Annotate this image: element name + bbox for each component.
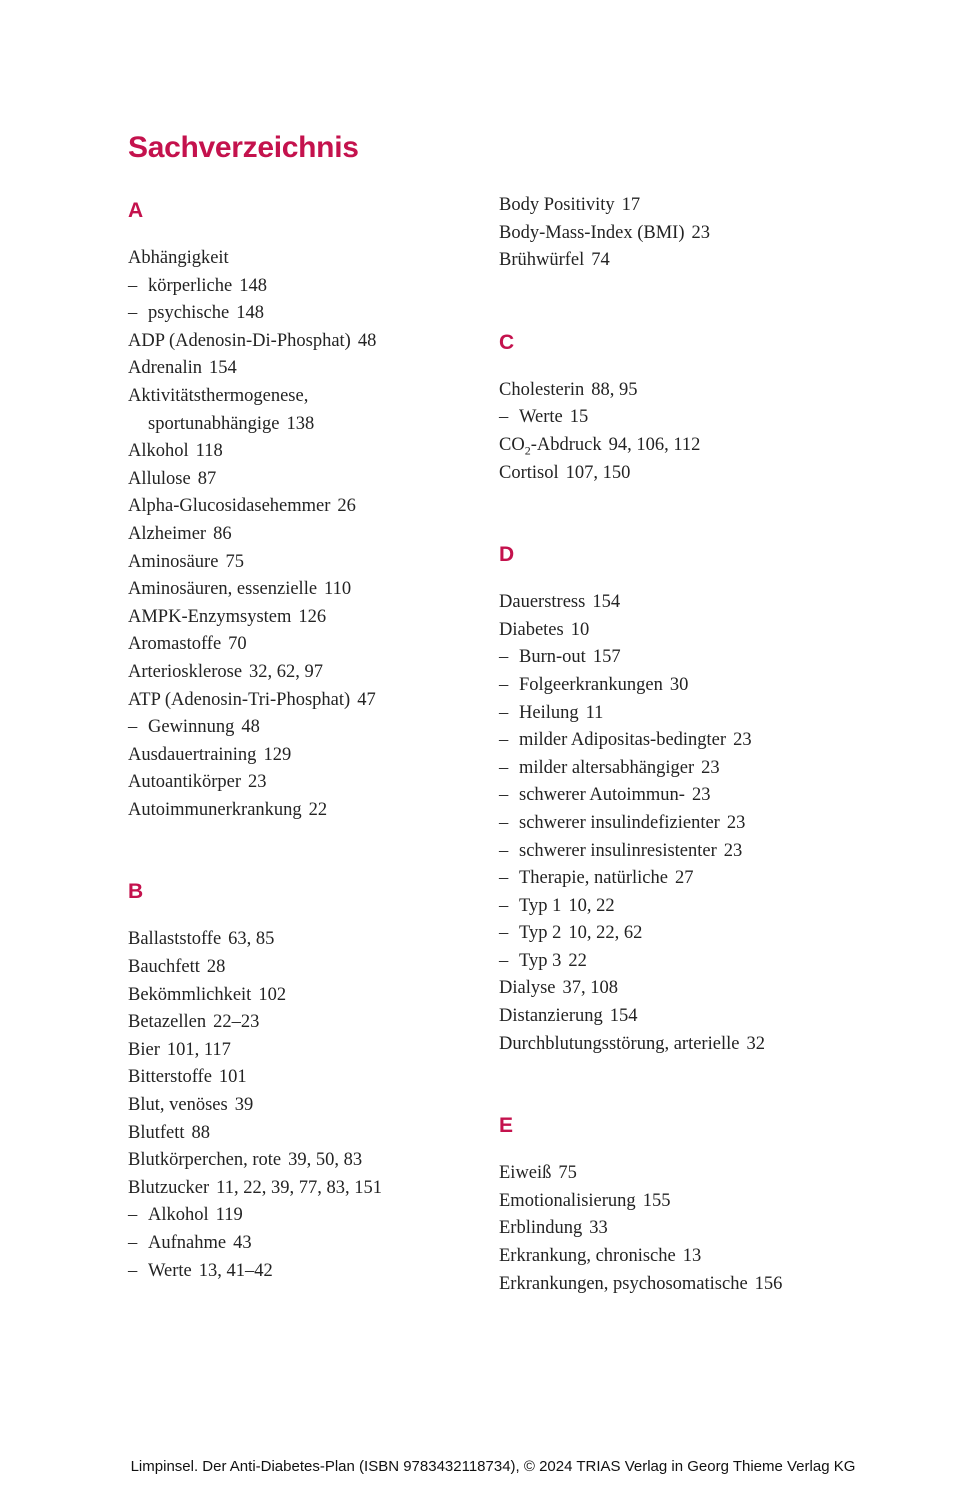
index-entry <box>128 1147 484 1175</box>
entry-term: Adrenalin <box>128 358 202 379</box>
entry-pages: 110 <box>324 579 352 600</box>
index-entry <box>499 644 931 672</box>
index-entry <box>128 604 484 632</box>
index-entry <box>128 1258 484 1286</box>
entry-pages: 156 <box>754 1273 783 1294</box>
index-entry <box>128 769 484 797</box>
index-entry <box>499 782 931 810</box>
entry-term: Alpha-Glucosidasehemmer <box>128 496 331 517</box>
entry-term: Body-Mass-Index (BMI) <box>499 222 685 243</box>
entry-term: milder Adipositas-bedingter <box>519 730 727 751</box>
entry-pages: 48 <box>357 330 377 351</box>
index-section-D <box>499 541 931 1058</box>
index-entry <box>499 1271 931 1299</box>
index-entry <box>128 300 484 328</box>
entry-pages: 10, 22, 62 <box>568 923 643 944</box>
dash-marker: – <box>128 303 138 324</box>
entry-term: $CO_2$-Abdruck <box>499 434 602 458</box>
entry-pages: 138 <box>286 413 315 434</box>
entry-pages: 32, 62, 97 <box>249 661 324 682</box>
entry-term: Blutzucker <box>128 1177 210 1198</box>
entry-term-continuation: sportunabhängige <box>148 413 280 434</box>
entry-term: AMPK-Enzymsystem <box>128 606 292 627</box>
entry-pages: 30 <box>669 674 689 695</box>
entry-pages: 11, 22, 39, 77, 83, 151 <box>216 1177 382 1198</box>
entry-pages: 148 <box>239 275 267 296</box>
entry-term: Cholesterin <box>499 379 585 400</box>
entry-term: Erkrankungen, psychosomatische <box>499 1273 748 1294</box>
index-entry <box>499 377 931 405</box>
index-entry <box>499 920 931 948</box>
dash-marker: – <box>499 757 509 778</box>
entry-term: Alzheimer <box>128 523 207 544</box>
entry-term: Blut, venöses <box>128 1095 228 1116</box>
entry-pages: 148 <box>236 303 264 324</box>
entry-term: Alkohol <box>148 1205 209 1226</box>
index-entry <box>128 1202 484 1230</box>
index-entry <box>128 631 484 659</box>
dash-marker: – <box>499 674 509 695</box>
entry-pages: 39 <box>234 1095 254 1116</box>
dash-marker: – <box>499 785 509 806</box>
entry-pages: 23 <box>701 757 720 778</box>
index-entry <box>128 466 484 494</box>
entry-term: Aufnahme <box>148 1233 227 1253</box>
entry-term: Werte <box>148 1260 192 1281</box>
entry-term: Aminosäure <box>128 551 219 572</box>
entry-term: Alkohol <box>128 441 189 462</box>
entry-pages: 11 <box>585 702 604 723</box>
index-entry <box>128 1120 484 1148</box>
index-entry <box>499 1215 931 1243</box>
entry-term: Typ 1 <box>519 895 562 916</box>
entry-term: Arteriosklerose <box>128 661 243 682</box>
index-entry <box>499 589 931 617</box>
index-entry <box>128 1009 484 1037</box>
entry-pages: 23 <box>733 730 752 751</box>
entry-term: Aktivitätsthermogenese, <box>128 385 309 406</box>
entry-term: Erblindung <box>499 1218 583 1239</box>
footer-imprint: Limpinsel. Der Anti-Diabetes-Plan (ISBN 9783432118734), © 2024 TRIAS Verlag in Georg Thieme Verlag KG <box>130 1458 856 1475</box>
entry-term: ATP (Adenosin-Tri-Phosphat) <box>128 689 351 710</box>
entry-pages: 32 <box>746 1033 765 1054</box>
index-entry <box>499 404 931 432</box>
entry-pages: 75 <box>558 1163 577 1184</box>
entry-pages: 27 <box>674 868 694 889</box>
index-entry <box>499 975 931 1003</box>
index-entry <box>499 617 931 645</box>
entry-term: Dauerstress <box>499 592 586 613</box>
index-entry <box>499 838 931 866</box>
index-entry <box>128 1230 484 1258</box>
dash-marker: – <box>499 895 509 916</box>
dash-marker: – <box>499 730 509 751</box>
index-entry <box>128 1175 484 1203</box>
index-entry <box>499 948 931 976</box>
index-entry <box>499 1188 931 1216</box>
entry-pages: 47 <box>357 689 376 710</box>
entry-pages: 23 <box>723 840 743 861</box>
entry-pages: 129 <box>263 744 292 765</box>
entry-pages: 23 <box>691 222 710 243</box>
dash-marker: – <box>499 840 509 861</box>
entry-term: Typ 3 <box>519 950 562 971</box>
dash-marker: – <box>499 868 509 889</box>
entry-term: Bauchfett <box>128 957 200 978</box>
entry-pages: 94, 106, 112 <box>608 434 701 455</box>
entry-pages: 102 <box>258 984 287 1005</box>
dash-marker: – <box>499 923 509 944</box>
index-entry <box>128 954 484 982</box>
entry-term: Typ 2 <box>519 923 562 944</box>
index-entry <box>499 247 931 275</box>
entry-term: schwerer insulindefizienter <box>519 812 720 833</box>
entry-term: Eiweiß <box>499 1163 552 1184</box>
entry-term: Distanzierung <box>499 1006 603 1027</box>
index-entry <box>128 687 484 715</box>
index-entry <box>499 893 931 921</box>
entry-pages: 43 <box>233 1233 252 1253</box>
index-entry <box>128 982 484 1010</box>
entry-pages: 75 <box>225 551 244 572</box>
entry-pages: 119 <box>215 1205 243 1226</box>
entry-term: Gewinnung <box>148 717 235 738</box>
entry-pages: 10, 22 <box>568 895 615 916</box>
entry-pages: 63, 85 <box>228 929 275 950</box>
index-entry <box>128 742 484 770</box>
entry-term: Body Positivity <box>499 195 615 215</box>
entry-term: Folgeerkrankungen <box>519 674 663 695</box>
entry-term: Werte <box>519 407 563 428</box>
section-letter: E <box>499 1114 514 1138</box>
entry-pages: 154 <box>208 358 237 379</box>
entry-pages: 74 <box>591 250 610 271</box>
entry-term: Burn-out <box>519 647 586 668</box>
entry-term: Betazellen <box>128 1012 207 1033</box>
entry-term: Brühwürfel <box>499 250 585 271</box>
entry-pages: 13, 41–42 <box>198 1260 273 1281</box>
entry-pages: 39, 50, 83 <box>288 1150 363 1171</box>
entry-pages: 107, 150 <box>565 462 631 483</box>
entry-term: ADP (Adenosin-Di-Phosphat) <box>128 330 351 351</box>
entry-term: Allulose <box>128 468 191 489</box>
index-entry <box>128 438 484 466</box>
index-entry <box>499 1003 931 1031</box>
entry-pages: 15 <box>569 407 589 428</box>
index-entry <box>499 865 931 893</box>
index-entry <box>499 460 931 488</box>
index-entry <box>128 273 484 301</box>
entry-pages: 23 <box>726 812 746 833</box>
entry-term: schwerer Autoimmun- <box>519 785 685 806</box>
entry-pages: 157 <box>592 647 621 668</box>
entry-term: Ballaststoffe <box>128 929 222 950</box>
entry-term: Bier <box>128 1039 160 1060</box>
entry-term: Autoantikörper <box>128 772 242 793</box>
index-entry <box>128 714 484 742</box>
entry-term: schwerer insulinresistenter <box>519 840 717 861</box>
entry-term: Aminosäuren, essenzielle <box>128 579 318 600</box>
entry-term: psychische <box>148 303 230 324</box>
entry-term: Cortisol <box>499 462 559 483</box>
index-section-E <box>499 1112 931 1298</box>
entry-pages: 10 <box>570 619 590 640</box>
index-entry <box>499 700 931 728</box>
entry-term: Ausdauertraining <box>128 744 257 765</box>
index-entry <box>128 1064 484 1092</box>
entry-term: Erkrankung, chronische <box>499 1246 676 1267</box>
entry-term: Heilung <box>519 702 579 723</box>
entry-pages: 154 <box>592 592 621 613</box>
entry-pages: 26 <box>337 496 356 517</box>
entry-term: Blutkörperchen, rote <box>128 1150 282 1171</box>
entry-pages: 88, 95 <box>591 379 638 400</box>
index-entry <box>499 432 931 460</box>
entry-term: Abhängigkeit <box>128 248 229 268</box>
index-section-B <box>128 878 484 1285</box>
index-entry <box>128 521 484 549</box>
dash-marker: – <box>499 647 509 668</box>
entry-pages: 22 <box>568 950 587 971</box>
entry-pages: 101 <box>218 1067 247 1088</box>
entry-pages: 70 <box>228 634 247 655</box>
entry-term: Aromastoffe <box>128 634 222 655</box>
dash-marker: – <box>499 812 509 833</box>
index-entry <box>128 245 484 273</box>
entry-term: Therapie, natürliche <box>519 868 668 889</box>
entry-pages: 88 <box>191 1122 211 1143</box>
index-entry <box>128 355 484 383</box>
index-entry <box>128 493 484 521</box>
index-entry <box>499 727 931 755</box>
dash-marker: – <box>128 717 138 738</box>
index-column-left <box>128 192 484 1285</box>
index-entry <box>128 576 484 604</box>
entry-pages: 126 <box>298 606 327 627</box>
entry-pages: 22 <box>308 799 328 820</box>
dash-marker: – <box>499 950 509 971</box>
index-entry <box>499 1160 931 1188</box>
page-title: Sachverzeichnis <box>128 131 359 164</box>
index-entry <box>128 659 484 687</box>
index-entry <box>128 328 484 356</box>
entry-pages: 23 <box>248 772 267 793</box>
entry-pages: 28 <box>206 957 226 978</box>
entry-pages: 22–23 <box>213 1012 260 1033</box>
dash-marker: – <box>128 275 138 296</box>
entry-pages: 154 <box>609 1006 638 1027</box>
dash-marker: – <box>499 702 509 723</box>
index-entry <box>128 383 484 438</box>
entry-term: Blutfett <box>128 1122 185 1143</box>
index-entry <box>128 797 484 825</box>
dash-marker: – <box>128 1205 138 1226</box>
section-letter: D <box>499 543 515 567</box>
entry-pages: 86 <box>213 523 232 544</box>
section-letter: B <box>128 880 144 904</box>
entry-term: Durchblutungsstörung, arterielle <box>499 1033 740 1054</box>
entry-term: Bekömmlichkeit <box>128 984 252 1005</box>
section-letter: A <box>128 199 144 222</box>
index-section-A <box>128 197 484 824</box>
entry-term: milder altersabhängiger <box>519 757 695 778</box>
entry-pages: 33 <box>589 1218 608 1239</box>
index-entry <box>499 810 931 838</box>
index-entry <box>128 926 484 954</box>
index-entry <box>499 1031 931 1059</box>
entry-pages: 155 <box>642 1190 671 1211</box>
entry-pages: 37, 108 <box>562 978 619 999</box>
index-entry <box>128 1092 484 1120</box>
entry-pages: 101, 117 <box>166 1039 231 1060</box>
entry-term: körperliche <box>148 275 233 296</box>
entry-pages: 118 <box>195 441 223 462</box>
dash-marker: – <box>128 1260 138 1281</box>
index-section-C <box>499 329 931 487</box>
dash-marker: – <box>499 407 509 428</box>
index-entry <box>499 220 931 248</box>
entry-pages: 17 <box>621 195 641 215</box>
section-letter: C <box>499 330 515 354</box>
entry-pages: 13 <box>682 1246 702 1267</box>
entry-pages: 48 <box>241 717 260 738</box>
index-entry <box>499 755 931 783</box>
index-entry <box>128 1037 484 1065</box>
entry-term: Dialyse <box>499 978 556 999</box>
entry-pages: 87 <box>197 468 217 489</box>
entry-pages: 23 <box>691 785 711 806</box>
index-entry <box>499 672 931 700</box>
index-entry <box>499 192 931 220</box>
entry-term: Emotionalisierung <box>499 1190 636 1211</box>
entry-term: Autoimmunerkrankung <box>128 799 302 820</box>
index-entry <box>128 549 484 577</box>
dash-marker: – <box>128 1233 138 1253</box>
entry-term: Bitterstoffe <box>128 1067 212 1088</box>
index-column-right <box>499 192 931 1298</box>
entry-term: Diabetes <box>499 619 564 640</box>
index-section-B-continued <box>499 192 931 275</box>
index-entry <box>499 1243 931 1271</box>
